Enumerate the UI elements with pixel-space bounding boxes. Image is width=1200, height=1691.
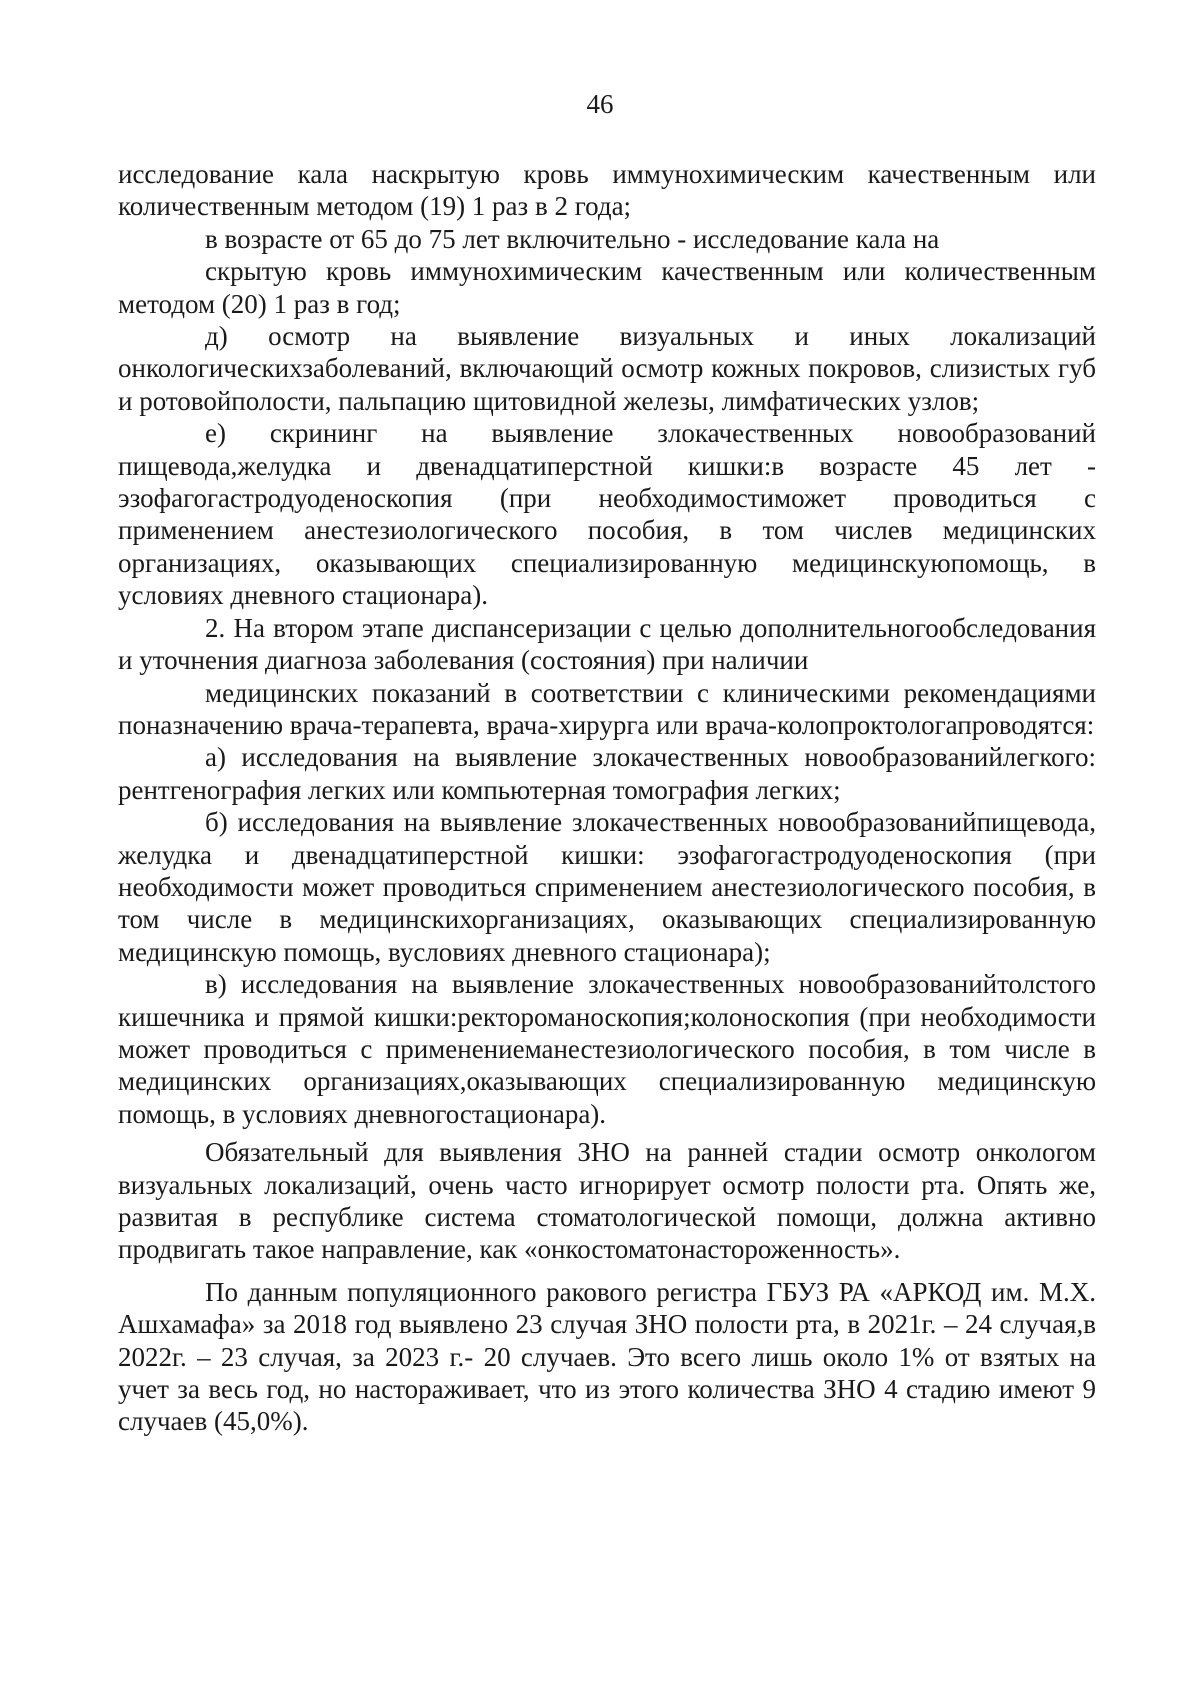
- paragraph-item-a-lung: а) исследования на выявление злокачественных новообразованийлегкого: рентгенография легких или компьютерная томография легких;: [118, 742, 1096, 805]
- paragraph-second-stage: 2. На втором этапе диспансеризации с целью дополнительногообследования и уточнения диагноза заболевания (состояния) при наличии: [118, 612, 1096, 676]
- paragraph-age-65-75: в возрасте от 65 до 75 лет включительно - исследование кала на: [205, 223, 940, 254]
- paragraph-registry-data: По данным популяционного ракового регистра ГБУЗ РА «АРКОД им. М.Х. Ашхамафа» за 2018 год выявлено 23 случая ЗНО полости рта, в 2021г. – 24 случая,в 2022г. – 23 случая, за 2023 г.- 20 случаев. Это всего лишь около 1% от взятых на учет за весь год, но настораживает, что из этого количества ЗНО 4 стадию имеют 9 случаев (45,0%).: [118, 1276, 1096, 1437]
- page-number: 46: [586, 89, 614, 119]
- paragraph-oral-exam: Обязательный для выявления ЗНО на ранней стадии осмотр онкологом визуальных локализаций, очень часто игнорирует осмотр полости рта. Опять же, развитая в республике система стоматологической помощи, должна активно продвигать такое направление, как «онкостоматонастороженность».: [118, 1137, 1096, 1265]
- paragraph-item-v-colon: в) исследования на выявление злокачественных новообразованийтолстого кишечника и прямой кишки:ректороманоскопия;колоноскопия (при необходимости может проводиться с применениеманестезиологического пособия, в том числе в медицинских организациях,оказывающих специализированную медицинскую помощь, в условиях дневногостационара).: [118, 969, 1096, 1129]
- paragraph-item-d-visual-exam: д) осмотр на выявление визуальных и иных локализаций онкологическихзаболеваний, включающий осмотр кожных покровов, слизистых губ и ротовойполости, пальпацию щитовидной железы, лимфатических узлов;: [118, 321, 1096, 416]
- paragraph-stool-test-continued: исследование кала наскрытую кровь иммунохимическим качественным или количественным методом (19) 1 раз в 2 года;: [118, 159, 1096, 222]
- paragraph-occult-blood-test: скрытую кровь иммунохимическим качественным или количественным методом (20) 1 раз в год;: [118, 256, 1096, 319]
- document-body: [118, 158, 1096, 1438]
- paragraph-medical-indications: медицинских показаний в соответствии с клиническими рекомендациями поназначению врача-терапевта, врача-хирурга или врача-колопроктологапроводятся:: [118, 677, 1096, 740]
- paragraph-item-b-esophagus: б) исследования на выявление злокачественных новообразованийпищевода, желудка и двенадцатиперстной кишки: эзофагогастродуоденоскопия (при необходимости может проводиться сприменением анестезиологического пособия, в том числе в медицинскихорганизациях, оказывающих специализированную медицинскую помощь, вусловиях дневного стационара);: [118, 807, 1096, 967]
- paragraph-item-e-screening: е) скрининг на выявление злокачественных новообразований пищевода,желудка и двенадцатиперстной кишки:в возрасте 45 лет - эзофагогастродуоденоскопия (при необходимостиможет проводиться с применением анестезиологического пособия, в том числев медицинских организациях, оказывающих специализированную медицинскуюпомощь, в условиях дневного стационара).: [118, 418, 1096, 611]
